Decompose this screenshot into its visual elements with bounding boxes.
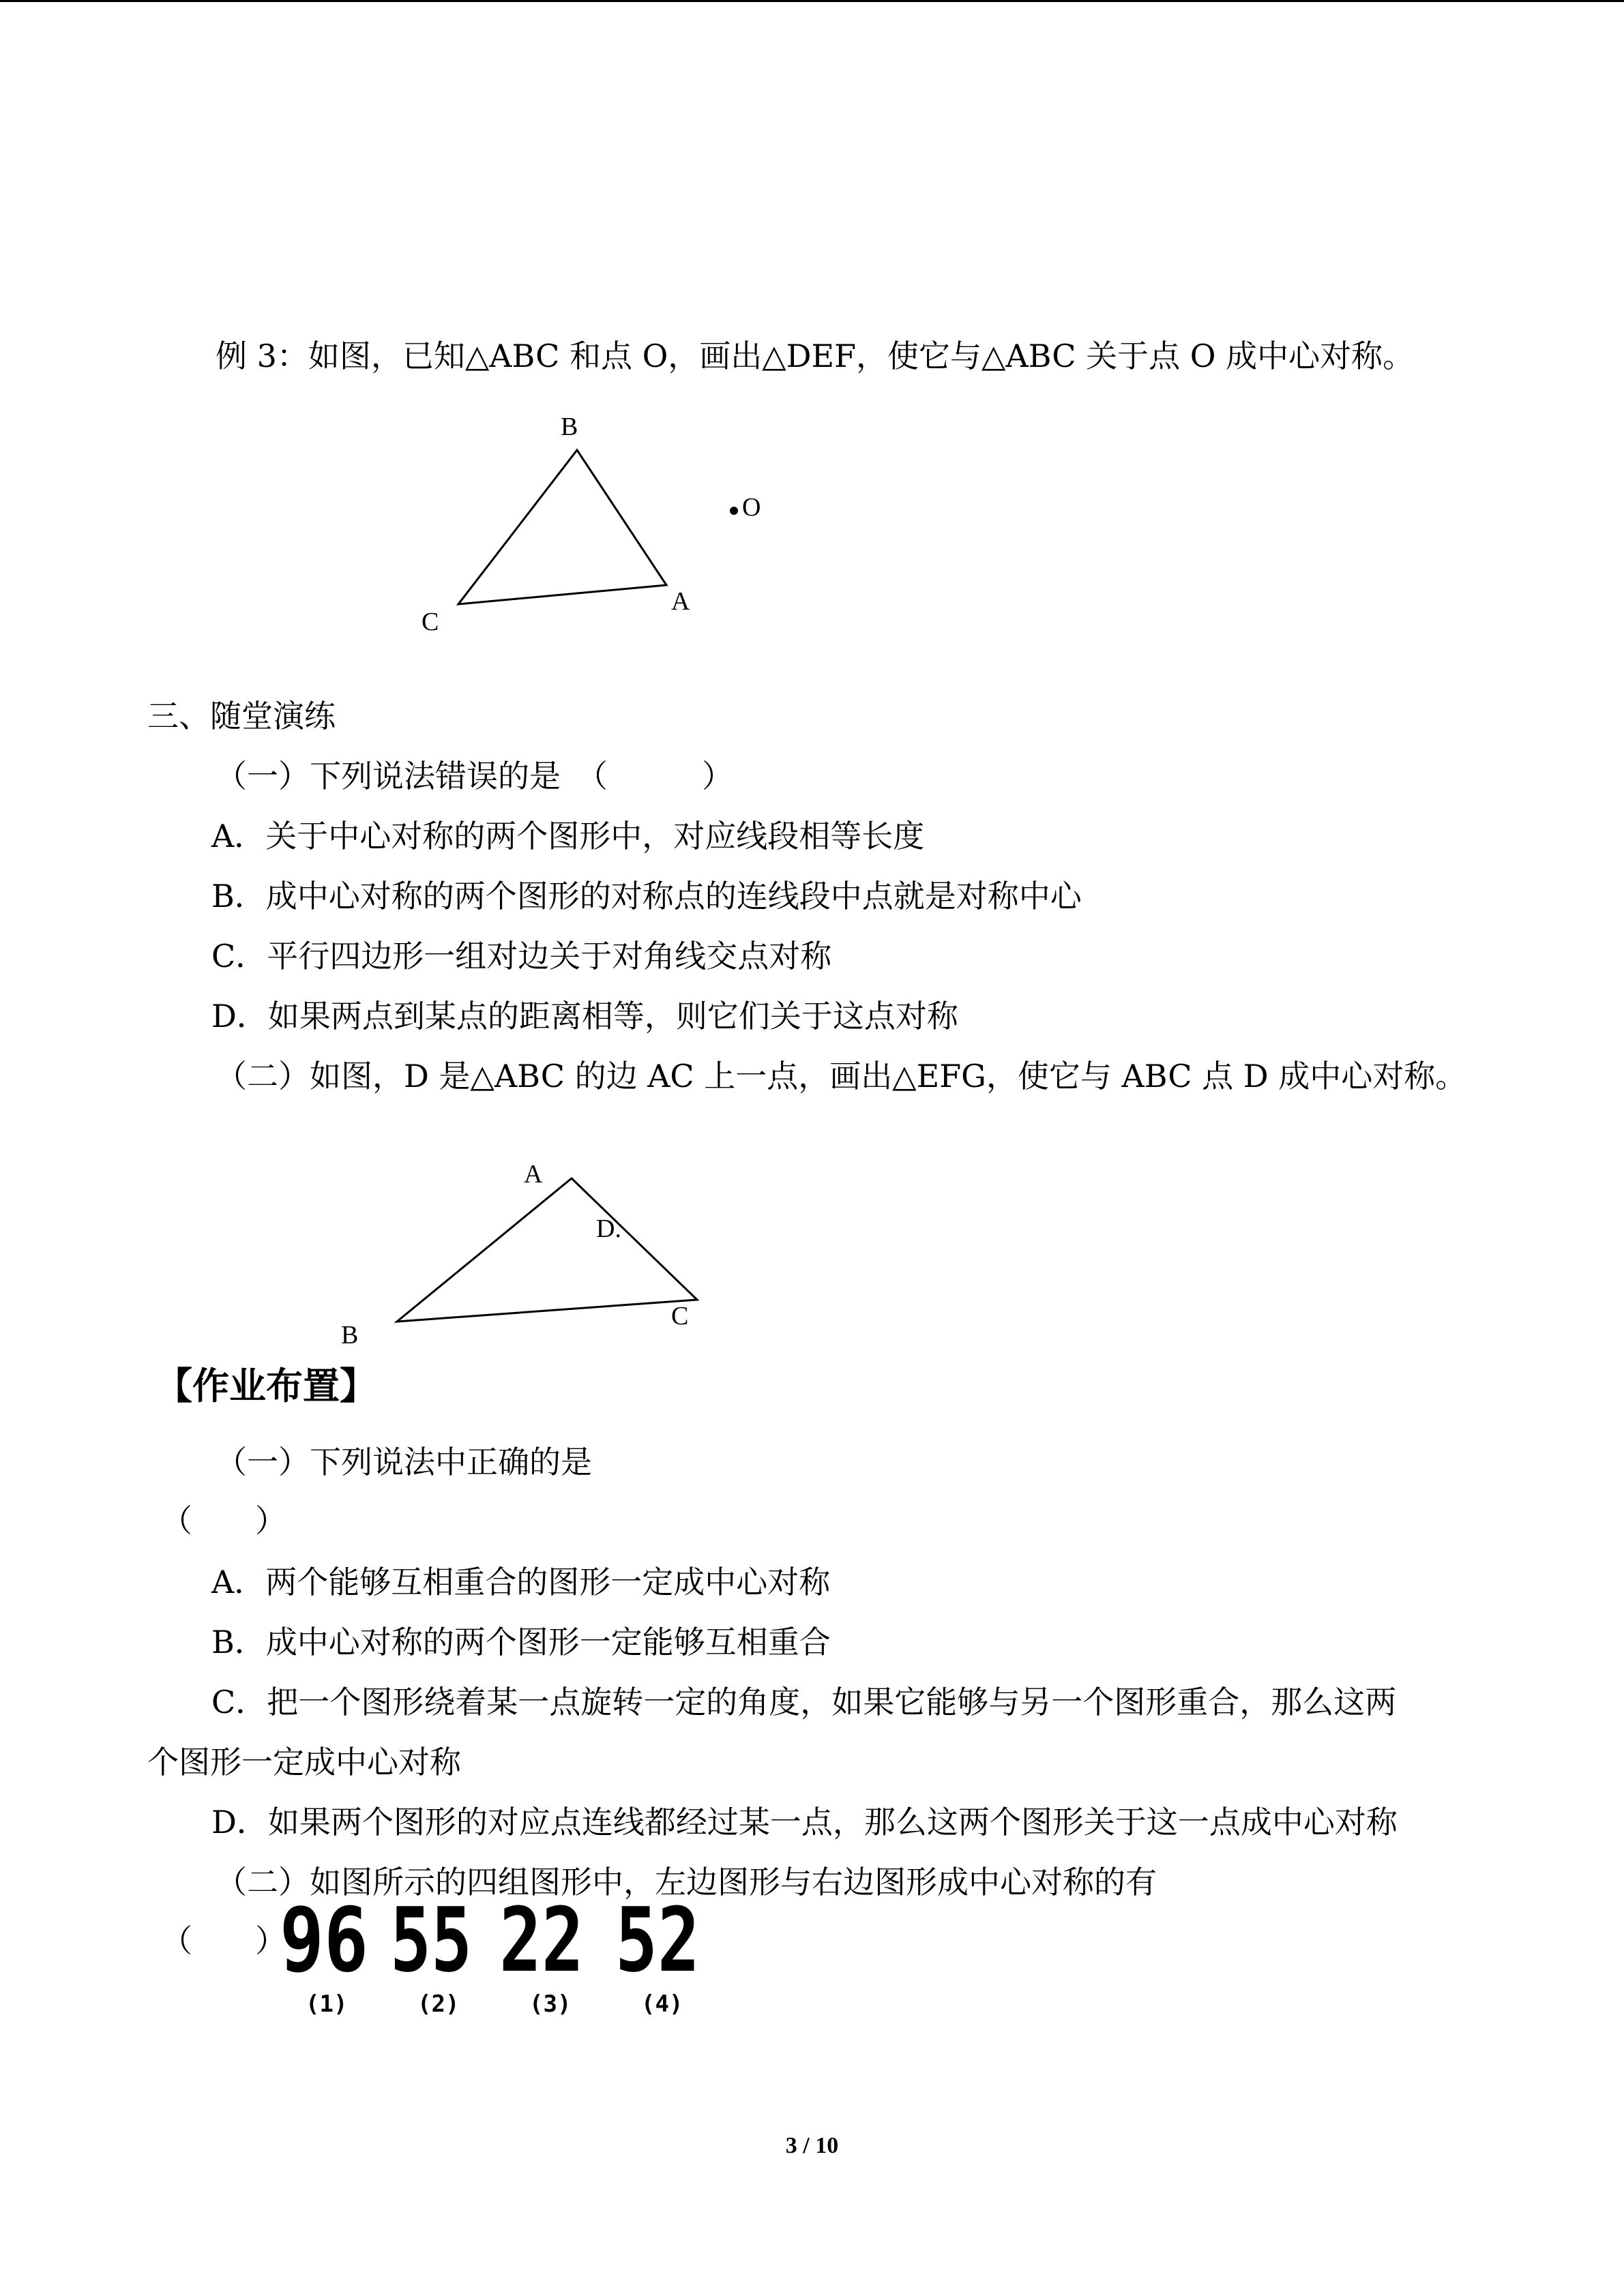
figure-1 [280, 1888, 368, 2018]
homework-q1-option-a: A．两个能够互相重合的图形一定成中心对称 [211, 1564, 831, 1600]
homework-q1-paren: （ ） [161, 1502, 286, 1539]
page-number: 3 / 10 [785, 2133, 839, 2158]
label-b: B [561, 413, 578, 441]
label-d-2: D. [596, 1214, 621, 1243]
label-b-2: B [341, 1321, 359, 1350]
figure-2-glyphs: 55 [390, 1888, 472, 1992]
homework-q1-option-d: D．如果两个图形的对应点连线都经过某一点，那么这两个图形关于这一点成中心对称 [211, 1804, 1398, 1840]
figure-1-caption: (1) [306, 1991, 348, 2018]
practice-q1-option-d: D．如果两点到某点的距离相等，则它们关于这点对称 [211, 998, 958, 1034]
figure-4-glyphs: 52 [615, 1888, 700, 1992]
label-a-2: A [524, 1160, 543, 1189]
figure-3 [499, 1888, 584, 2018]
homework-q2-paren: （ ） [161, 1922, 286, 1959]
label-c: C [422, 608, 439, 636]
figure-2-caption: (2) [417, 1991, 460, 2018]
figure-4-caption: (4) [641, 1991, 683, 2018]
figure-4 [615, 1888, 700, 2018]
practice-q1-stem: （一）下列说法错误的是 （ ） [216, 758, 733, 794]
practice-q1-option-b: B．成中心对称的两个图形的对称点的连线段中点就是对称中心 [211, 878, 1082, 914]
homework-q1-option-b: B．成中心对称的两个图形一定能够互相重合 [211, 1624, 831, 1660]
label-a: A [671, 587, 690, 616]
figure-3-caption: (3) [529, 1991, 572, 2018]
homework-q1-option-c: C．把一个图形绕着某一点旋转一定的角度，如果它能够与另一个图形重合，那么这两 [211, 1684, 1397, 1720]
homework-heading: 【作业布置】 [156, 1365, 377, 1407]
practice-q1-option-c: C．平行四边形一组对边关于对角线交点对称 [211, 938, 832, 974]
example-3-text: 例 3：如图，已知△ABC 和点 O，画出△DEF，使它与△ABC 关于点 O 成中心对称。 [216, 338, 1415, 374]
figure-2 [390, 1888, 472, 2018]
practice-q1-option-a: A．关于中心对称的两个图形中，对应线段相等长度 [211, 818, 925, 854]
figure-3-glyphs: 22 [499, 1888, 584, 1992]
figure-1-glyphs: 96 [280, 1888, 368, 1992]
homework-q1-stem: （一）下列说法中正确的是 [216, 1444, 592, 1480]
practice-heading: 三、随堂演练 [147, 698, 336, 734]
label-o: O [742, 493, 761, 522]
practice-q2-stem: （二）如图，D 是△ABC 的边 AC 上一点，画出△EFG，使它与 ABC 点 D 成中心对称。 [216, 1058, 1467, 1094]
label-c-2: C [671, 1302, 689, 1330]
homework-q1-option-c-cont: 个图形一定成中心对称 [147, 1744, 461, 1780]
homework-q2-stem: （二）如图所示的四组图形中，左边图形与右边图形成中心对称的有 [216, 1864, 1157, 1900]
